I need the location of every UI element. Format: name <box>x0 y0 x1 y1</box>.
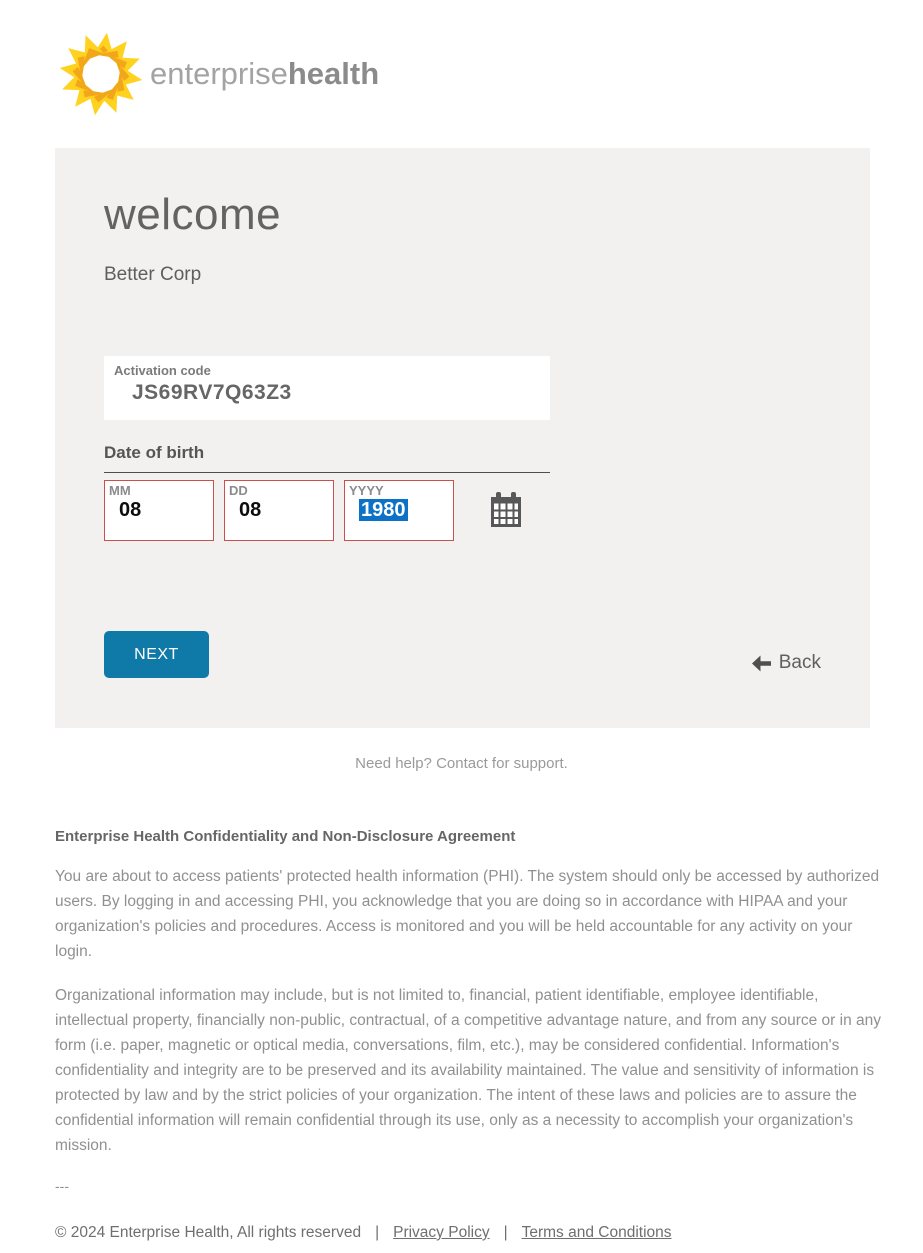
page-footer <box>55 1224 923 1242</box>
agreement-divider: --- <box>55 1178 69 1194</box>
next-button[interactable]: NEXT <box>104 631 209 678</box>
page-header <box>0 0 923 118</box>
copyright-text: © 2024 Enterprise Health, All rights reserved <box>55 1224 362 1241</box>
brand-wordmark <box>150 56 379 92</box>
terms-and-conditions-link[interactable]: Terms and Conditions <box>521 1224 672 1241</box>
sunburst-logo-icon <box>58 31 144 117</box>
actions-row <box>104 631 821 678</box>
day-field-value: 08 <box>239 499 262 521</box>
month-field[interactable] <box>104 480 214 541</box>
year-field-label: YYYY <box>349 483 384 498</box>
page-title: welcome <box>104 190 282 239</box>
agreement-title: Enterprise Health Confidentiality and Non-Disclosure Agreement <box>55 828 516 845</box>
calendar-picker-button[interactable] <box>490 491 524 531</box>
back-link-label: Back <box>778 652 821 673</box>
confidentiality-agreement <box>55 828 883 1194</box>
activation-code-label: Activation code <box>114 363 211 378</box>
date-of-birth-divider <box>104 472 550 473</box>
help-text: Need help? Contact for support. <box>355 755 568 772</box>
agreement-paragraph-2: Organizational information may include, but is not limited to, financial, patient identifiable, employee identifiable, intellectual property, financially non-public, contractual, of a competitive advantage nature, and from any source or in any form (i.e. paper, magnetic or optical media, conversations, film, etc.), may be considered confidential. Information's confidentiality and integrity are to be preserved and its availability maintained. The value and sensitivity of information is protected by law and by the strict policies of your organization. The intent of these laws and policies are to assure the confidential information will remain confidential through its use, only as a necessity to accomplish your organization's mission. <box>55 987 881 1154</box>
day-field-label: DD <box>229 483 248 498</box>
footer-separator: | <box>503 1224 508 1241</box>
footer-separator: | <box>375 1224 380 1241</box>
calendar-icon <box>490 491 524 531</box>
activation-code-box <box>104 356 550 420</box>
year-field-value <box>345 498 453 522</box>
privacy-policy-link[interactable]: Privacy Policy <box>393 1224 490 1241</box>
back-arrow-icon <box>751 655 772 672</box>
day-field[interactable] <box>224 480 334 541</box>
back-link[interactable] <box>751 652 821 674</box>
year-selected-text: 1980 <box>361 499 406 521</box>
brand-name-light: enterprise <box>150 56 288 91</box>
activation-code-value: JS69RV7Q63Z3 <box>132 381 292 404</box>
date-of-birth-label: Date of birth <box>104 443 205 462</box>
organization-name: Better Corp <box>104 264 202 285</box>
brand-name-bold: health <box>287 56 380 91</box>
agreement-paragraph-1: You are about to access patients' protected health information (PHI). The system should only be accessed by authorized users. By logging in and accessing PHI, you acknowledge that you are doing so in accordance with HIPAA and your organization's policies and procedures. Access is monitored and you will be held accountable for any activity on your login. <box>55 868 880 960</box>
welcome-card <box>55 148 870 728</box>
month-field-label: MM <box>109 483 131 498</box>
month-field-value: 08 <box>119 499 142 521</box>
date-of-birth-row <box>104 480 821 541</box>
year-field[interactable] <box>344 480 454 541</box>
